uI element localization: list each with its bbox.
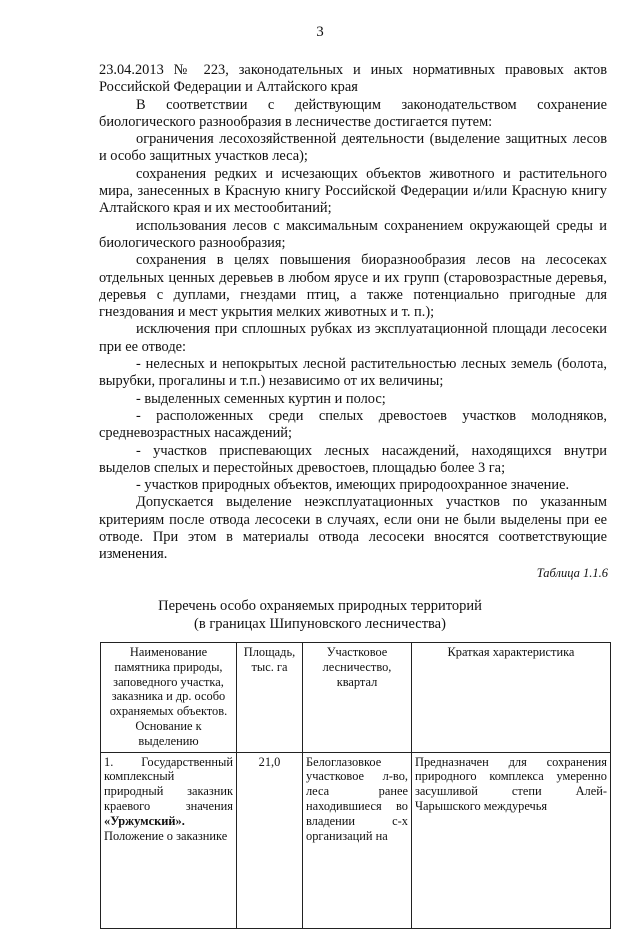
header-district: Участковое лесничество, квартал xyxy=(303,643,412,753)
header-area: Площадь, тыс. га xyxy=(237,643,303,753)
paragraph: - выделенных семенных куртин и полос; xyxy=(136,390,386,407)
name-suffix: Положение о заказнике xyxy=(104,828,228,843)
page-number: 3 xyxy=(316,24,324,40)
paragraph: сохранения редких и исчезающих объектов животного и растительного мира, занесенных в Красную книгу Российской Федерации и/или Красную книгу Алтайского края и их местообитаний; xyxy=(99,165,607,217)
name-bold: «Уржумский». xyxy=(104,813,185,828)
body-text xyxy=(99,62,607,564)
paragraph: - нелесных и непокрытых лесной растительностью лесных земель (болота, вырубки, прогалины и т.п.) независимо от их величины; xyxy=(99,356,607,390)
protected-areas-table xyxy=(100,642,611,929)
paragraph: исключения при сплошных рубках из эксплуатационной площади лесосеки при ее отводе: xyxy=(99,321,607,355)
table-title-line-2: (в границах Шипуновского лесничества) xyxy=(194,616,446,632)
cell-description xyxy=(412,752,611,928)
area-value: 21,0 xyxy=(258,754,281,769)
table-label: Таблица 1.1.6 xyxy=(536,566,608,580)
table-title-line-1: Перечень особо охраняемых природных территорий xyxy=(158,598,482,614)
paragraph: использования лесов с максимальным сохранением окружающей среды и биологического разнообразия; xyxy=(99,217,607,251)
description-value: Предназначен для сохранения природного комплекса умеренно засушливой степи Алей-Чарышского междуречья xyxy=(415,754,607,813)
paragraph: - участков приспевающих лесных насаждений, находящихся внутри выделов спелых и перестойных древостоев, площадью более 3 га; xyxy=(99,442,607,476)
table-title xyxy=(0,597,640,633)
district-value: Белоглазовкое участковое л-во, леса ранее находившиеся во владении с-х организаций на xyxy=(306,754,408,843)
paragraph: В соответствии с действующим законодательством сохранение биологического разнообразия в лесничестве достигается путем: xyxy=(99,96,607,130)
table-header-row xyxy=(101,643,611,753)
cell-name xyxy=(101,752,237,928)
header-name: Наименование памятника природы, заповедного участка, заказника и др. особо охраняемых объектов. Основание к выделению xyxy=(101,643,237,753)
cell-district xyxy=(303,752,412,928)
table-row xyxy=(101,752,611,928)
paragraph: Допускается выделение неэксплуатационных участков по указанным критериям после отвода лесосеки в случаях, если они не были выделены при ее отводе. При этом в материалы отвода лесосеки вносятся соответствующие изменения. xyxy=(99,494,607,563)
paragraph: 23.04.2013 № 223, законодательных и иных нормативных правовых актов Российской Федерации и Алтайского края xyxy=(99,62,607,96)
paragraph: - участков природных объектов, имеющих природоохранное значение. xyxy=(136,477,570,494)
paragraph: сохранения в целях повышения биоразнообразия лесов на лесосеках отдельных ценных деревьев в любом ярусе и их групп (старовозрастные деревья, деревья с дуплами, гнездами птиц, а также потенциально пригодные для гнездования и мест укрытия мелких животных и т. п.); xyxy=(99,252,607,321)
paragraph: - расположенных среди спелых древостоев участков молодняков, средневозрастных насаждений; xyxy=(99,407,607,442)
paragraph: ограничения лесохозяйственной деятельности (выделение защитных лесов и особо защитных участков леса); xyxy=(99,131,607,165)
header-description: Краткая характеристика xyxy=(412,643,611,753)
name-prefix: 1. Государственный комплексный природный заказник краевого значения xyxy=(104,754,233,813)
cell-area xyxy=(237,752,303,928)
